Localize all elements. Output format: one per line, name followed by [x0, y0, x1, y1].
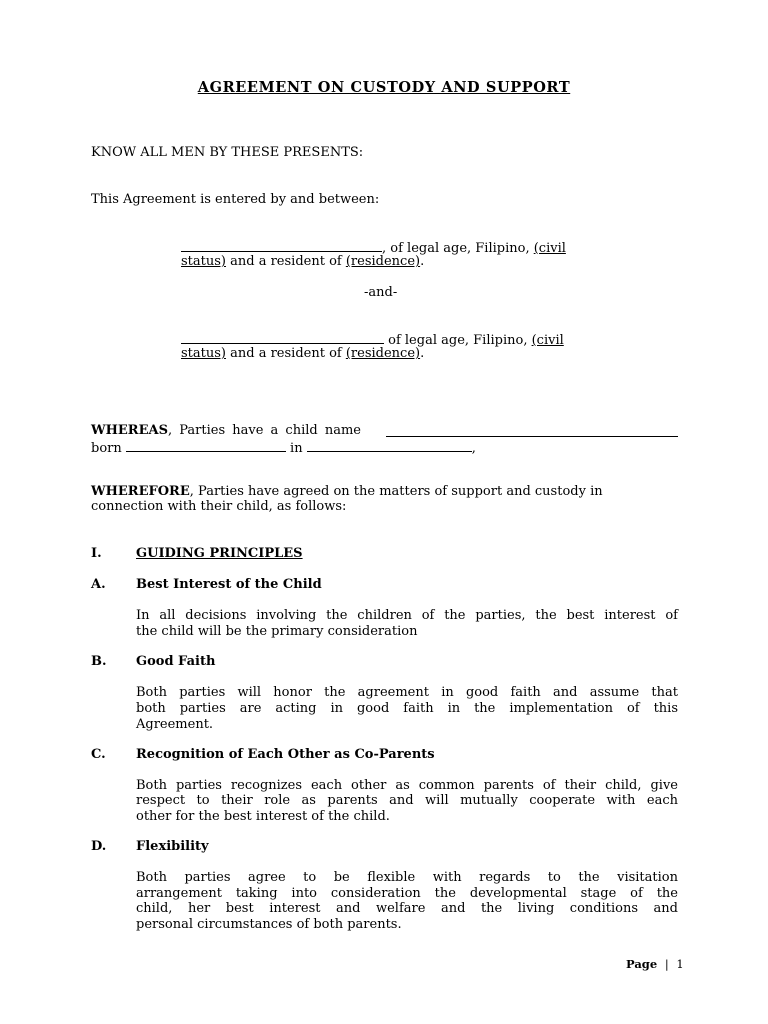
item-d-line: child, her best interest and welfare and the living conditions and: [136, 901, 678, 916]
page-number: 1: [676, 957, 684, 971]
item-d-line: arrangement taking into consideration the developmental stage of the: [136, 886, 678, 901]
item-b-line: Agreement.: [136, 717, 214, 732]
item-b-line: Both parties will honor the agreement in good faith and assume that: [136, 685, 678, 700]
wherefore-line2: connection with their child, as follows:: [91, 499, 347, 514]
item-d-line: personal circumstances of both parents.: [136, 917, 402, 932]
item-c-heading: Recognition of Each Other as Co-Parents: [136, 747, 435, 762]
birth-place-blank: [307, 439, 472, 452]
item-c-line: respect to their role as parents and will mutually cooperate with each: [136, 793, 678, 808]
item-d-letter: D.: [91, 839, 107, 854]
item-a-line: the child will be the primary consideration: [136, 624, 418, 639]
intro-text: This Agreement is entered by and between:: [91, 192, 380, 207]
wherefore-line1: WHEREFORE, Parties have agreed on the matters of support and custody in: [91, 484, 603, 499]
whereas-line1: WHEREAS, Parties have a child name: [91, 423, 361, 438]
item-b-heading: Good Faith: [136, 654, 216, 669]
party2-line1: of legal age, Filipino, (civil: [181, 331, 564, 348]
section-number: I.: [91, 546, 102, 561]
item-c-line: other for the best interest of the child.: [136, 809, 390, 824]
party1-line2: status) and a resident of (residence).: [181, 254, 425, 269]
item-d-heading: Flexibility: [136, 839, 209, 854]
document-title: AGREEMENT ON CUSTODY AND SUPPORT: [197, 79, 571, 96]
party1-name-blank: [181, 239, 382, 252]
item-a-letter: A.: [91, 577, 106, 592]
page-footer: [626, 957, 684, 971]
preamble: KNOW ALL MEN BY THESE PRESENTS:: [91, 145, 364, 160]
page-separator: |: [664, 957, 669, 971]
item-b-line: both parties are acting in good faith in the implementation of this: [136, 701, 678, 716]
child-name-blank: [386, 424, 678, 437]
section-title: GUIDING PRINCIPLES: [136, 546, 303, 561]
item-d-line: Both parties agree to be flexible with regards to the visitation: [136, 870, 678, 885]
item-b-letter: B.: [91, 654, 107, 669]
item-c-line: Both parties recognizes each other as common parents of their child, give: [136, 778, 678, 793]
item-a-heading: Best Interest of the Child: [136, 577, 322, 592]
birth-date-blank: [126, 439, 286, 452]
and-separator: -and-: [364, 285, 398, 300]
party1-line1: , of legal age, Filipino, (civil: [181, 239, 566, 256]
item-c-letter: C.: [91, 747, 106, 762]
whereas-line2: born in ,: [91, 441, 476, 456]
party2-line2: status) and a resident of (residence).: [181, 346, 425, 361]
page-label: Page: [626, 957, 658, 971]
item-a-line: In all decisions involving the children of the parties, the best interest of: [136, 608, 678, 623]
party2-name-blank: [181, 331, 384, 344]
